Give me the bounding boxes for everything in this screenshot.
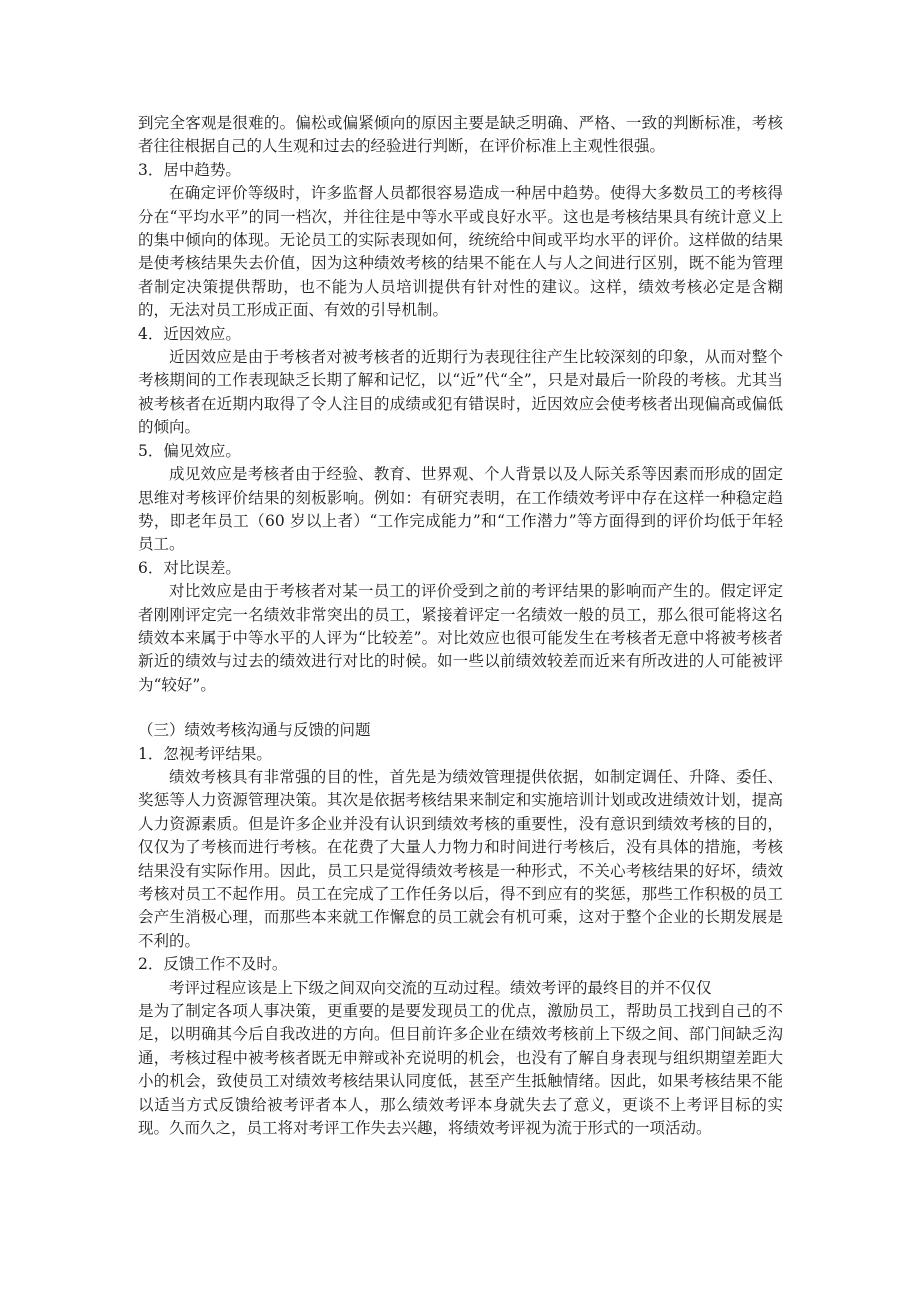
paragraph-late-feedback-line1: 考评过程应该是上下级之间双向交流的互动过程。绩效考评的最终目的并不仅仅 (169, 978, 712, 997)
paragraph-bias-effect: 成见效应是考核者由于经验、教育、世界观、个人背景以及人际关系等因素而形成的固定思维对考核评价结果的刻板影响。例如：有研究表明，在工作绩效考评中存在这样一种稳定趋势，即老年员工（60 岁以上者）“工作完成能力”和“工作潜力”等方面得到的评价均低于年轻员工。 (138, 465, 783, 554)
paragraph-ignore-results: 绩效考核具有非常强的目的性，首先是为绩效管理提供依据，如制定调任、升降、委任、奖惩等人力资源管理决策。其次是依据考核结果来制定和实施培训计划或改进绩效计划，提高人力资源素质。但是许多企业并没有认识到绩效考核的重要性，没有意识到绩效考核的目的，仅仅为了考核而进行考核。在花费了大量人力物力和时间进行考核后，没有具体的措施，考核结果没有实际作用。因此，员工只是觉得绩效考核是一种形式，不关心考核结果的好坏，绩效考核对员工不起作用。员工在完成了工作任务以后，得不到应有的奖惩，那些工作积极的员工会产生消极心理，而那些本来就工作懈怠的员工就会有机可乘，这对于整个企业的长期发展是不利的。 (138, 767, 783, 950)
paragraph-central-tendency: 在确定评价等级时，许多监督人员都很容易造成一种居中趋势。使得大多数员工的考核得分在“平均水平”的同一档次，并往往是中等水平或良好水平。这也是考核结果具有统计意义上的集中倾向的体现。无论员工的实际表现如何，统统给中间或平均水平的评价。这样做的结果是使考核结果失去价值，因为这种绩效考核的结果不能在人与人之间进行区别，既不能为管理者制定决策提供帮助，也不能为人员培训提供有针对性的建议。这样，绩效考核必定是含糊的，无法对员工形成正面、有效的引导机制。 (138, 184, 783, 320)
heading-central-tendency: 3．居中趋势。 (138, 160, 241, 179)
section-heading: （三）绩效考核沟通与反馈的问题 (138, 721, 371, 740)
paragraph-recency-effect: 近因效应是由于考核者对被考核者的近期行为表现往往产生比较深刻的印象，从而对整个考核期间的工作表现缺乏长期了解和记忆，以“近”代“全”，只是对最后一阶段的考核。尤其当被考核者在近期内取得了令人注目的成绩或犯有错误时，近因效应会使考核者出现偏高或偏低的倾向。 (138, 348, 783, 437)
document-page (138, 112, 783, 1140)
heading-recency-effect: 4．近因效应。 (138, 324, 241, 343)
section-gap (138, 697, 783, 719)
paragraph-contrast-error: 对比效应是由于考核者对某一员工的评价受到之前的考评结果的影响而产生的。假定评定者刚刚评定完一名绩效非常突出的员工，紧接着评定一名绩效一般的员工，那么很可能将这名绩效本来属于中等水平的人评为“比较差”。对比效应也很可能发生在考核者无意中将被考核者新近的绩效与过去的绩效进行对比的时候。如一些以前绩效较差而近来有所改进的人可能被评为“较好”。 (138, 582, 783, 694)
paragraph-late-feedback-rest: 是为了制定各项人事决策，更重要的是要发现员工的优点，激励员工，帮助员工找到自己的不足，以明确其今后自我改进的方向。但目前许多企业在绩效考核前上下级之间、部门间缺乏沟通，考核过程中被考核者既无申辩或补充说明的机会，也没有了解自身表现与组织期望差距大小的机会，致使员工对绩效考核结果认同度低，甚至产生抵触情绪。因此，如果考核结果不能以适当方式反馈给被考评者本人，那么绩效考评本身就失去了意义，更谈不上考评目标的实现。久而久之，员工将对考评工作失去兴趣，将绩效考评视为流于形式的一项活动。 (138, 1002, 783, 1138)
paragraph-continued: 到完全客观是很难的。偏松或偏紧倾向的原因主要是缺乏明确、严格、一致的判断标准，考核者往往根据自己的人生观和过去的经验进行判断，在评价标准上主观性很强。 (138, 114, 783, 156)
heading-late-feedback: 2．反馈工作不及时。 (138, 955, 288, 974)
heading-bias-effect: 5．偏见效应。 (138, 441, 241, 460)
heading-ignore-results: 1．忽视考评结果。 (138, 744, 272, 763)
heading-contrast-error: 6．对比误差。 (138, 558, 241, 577)
